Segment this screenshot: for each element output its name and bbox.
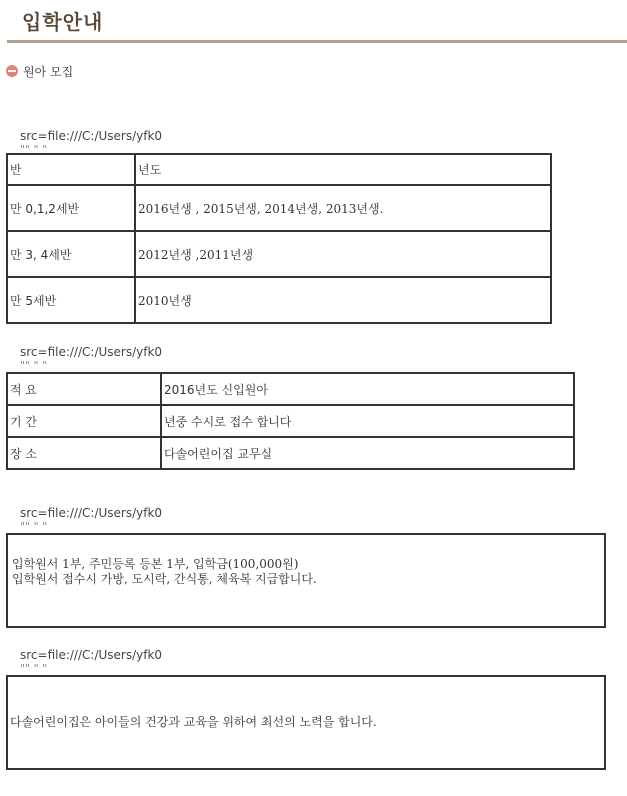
src-ghost-text: "" " " — [20, 520, 48, 533]
closing-text: 다솔어린이집은 아이들의 건강과 교육을 위하여 최선의 노력을 합니다. — [10, 715, 377, 729]
info-label: 기 간 — [7, 405, 161, 437]
table-row — [7, 231, 551, 277]
src-text: src=file:///C:/Users/yfk0 — [20, 506, 163, 520]
years-cell: 2010년생 — [135, 277, 551, 323]
table-row — [7, 437, 574, 469]
section-heading — [6, 63, 73, 79]
years-cell: 2012년생 ,2011년생 — [135, 231, 551, 277]
table-row — [7, 373, 574, 405]
years-cell: 2016년생 , 2015년생, 2014년생, 2013년생. — [135, 185, 551, 231]
src-text: src=file:///C:/Users/yfk0 — [20, 648, 163, 662]
title-divider — [7, 40, 627, 43]
class-table — [6, 153, 552, 324]
broken-image-src-1 — [20, 129, 163, 156]
info-value: 년중 수시로 접수 합니다 — [161, 405, 574, 437]
documents-line-1: 입학원서 1부, 주민등록 등본 1부, 입학금(100,000원) — [12, 557, 299, 571]
header-class: 반 — [7, 154, 135, 185]
documents-line-2: 입학원서 접수시 가방, 도시락, 간식통, 체육복 지급합니다. — [12, 572, 317, 586]
src-text: src=file:///C:/Users/yfk0 — [20, 345, 163, 359]
src-ghost-text: "" " " — [20, 143, 48, 156]
info-label: 장 소 — [7, 437, 161, 469]
closing-box — [6, 675, 606, 770]
src-text: src=file:///C:/Users/yfk0 — [20, 129, 163, 143]
broken-image-src-2 — [20, 345, 163, 372]
bullet-icon — [6, 65, 18, 77]
info-table — [6, 372, 575, 470]
src-ghost-text: "" " " — [20, 662, 48, 675]
info-value: 2016년도 신입원아 — [161, 373, 574, 405]
info-value: 다솔어린이집 교무실 — [161, 437, 574, 469]
broken-image-src-3 — [20, 506, 163, 533]
section-heading-label: 원아 모집 — [23, 64, 74, 79]
header-year: 년도 — [135, 154, 551, 185]
class-cell: 만 0,1,2세반 — [7, 185, 135, 231]
page-title: 입학안내 — [22, 10, 104, 34]
class-cell: 만 3, 4세반 — [7, 231, 135, 277]
info-label: 적 요 — [7, 373, 161, 405]
class-cell: 만 5세반 — [7, 277, 135, 323]
table-row — [7, 405, 574, 437]
table-row — [7, 277, 551, 323]
class-table-header-row — [7, 154, 551, 185]
broken-image-src-4 — [20, 648, 163, 675]
src-ghost-text: "" " " — [20, 359, 48, 372]
documents-box — [6, 533, 606, 628]
table-row — [7, 185, 551, 231]
